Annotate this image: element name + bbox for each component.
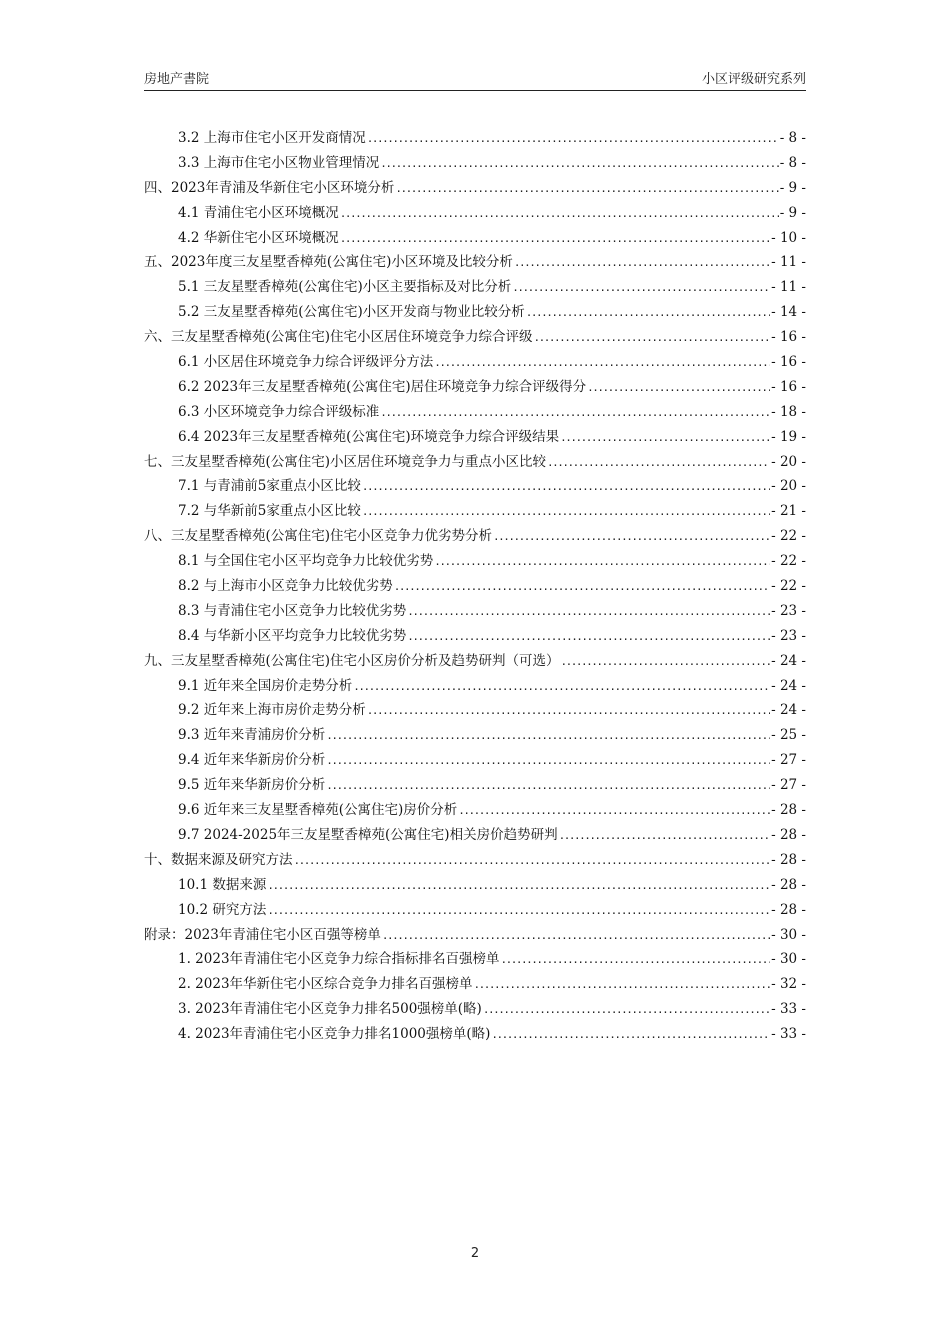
toc-dot-leader: [362, 500, 770, 525]
toc-dot-leader: [434, 550, 770, 575]
toc-entry-page: - 16 -: [771, 354, 806, 371]
toc-section-entry[interactable]: [144, 624, 806, 649]
header-series-title: 小区评级研究系列: [701, 72, 806, 87]
toc-entry-page: - 33 -: [771, 1026, 806, 1043]
toc-dot-leader: [483, 998, 770, 1023]
toc-entry-page: - 21 -: [771, 503, 806, 520]
toc-entry-title: 9.4 近年来华新房价分析: [178, 752, 326, 769]
toc-entry-page: - 18 -: [771, 403, 806, 420]
toc-dot-leader: [382, 924, 770, 949]
toc-dot-leader: [395, 177, 778, 202]
toc-dot-leader: [512, 276, 770, 301]
toc-dot-leader: [491, 1023, 770, 1048]
toc-dot-leader: [587, 376, 770, 401]
toc-dot-leader: [407, 600, 770, 625]
toc-entry-title: 9.3 近年来青浦房价分析: [178, 727, 326, 744]
toc-section-entry[interactable]: [144, 201, 806, 226]
toc-section-entry[interactable]: [144, 773, 806, 798]
toc-entry-title: 8.3 与青浦住宅小区竞争力比较优劣势: [178, 602, 407, 619]
toc-dot-leader: [560, 426, 770, 451]
toc-dot-leader: [326, 774, 770, 799]
toc-section-entry[interactable]: [144, 474, 806, 499]
toc-entry-page: - 8 -: [779, 154, 806, 171]
toc-dot-leader: [407, 625, 770, 650]
toc-chapter-entry[interactable]: [144, 450, 806, 475]
toc-entry-title: 6.4 2023年三友星墅香樟苑(公寓住宅)环境竞争力综合评级结果: [178, 428, 560, 445]
toc-entry-title: 9.2 近年来上海市房价走势分析: [178, 702, 366, 719]
toc-entry-title: 六、三友星墅香樟苑(公寓住宅)住宅小区居住环境竞争力综合评级: [144, 329, 533, 346]
toc-entry-page: - 22 -: [771, 528, 806, 545]
toc-section-entry[interactable]: [144, 375, 806, 400]
toc-entry-title: 5.2 三友星墅香樟苑(公寓住宅)小区开发商与物业比较分析: [178, 304, 525, 321]
toc-entry-title: 附录：2023年青浦住宅小区百强等榜单: [144, 926, 381, 943]
toc-entry-title: 9.5 近年来华新房价分析: [178, 777, 326, 794]
toc-section-entry[interactable]: [144, 698, 806, 723]
toc-section-entry[interactable]: [144, 873, 806, 898]
toc-section-entry[interactable]: [144, 350, 806, 375]
toc-entry-title: 8.4 与华新小区平均竞争力比较优劣势: [178, 627, 407, 644]
toc-entry-page: - 23 -: [771, 602, 806, 619]
toc-entry-title: 2. 2023年华新住宅小区综合竞争力排名百强榜单: [178, 976, 473, 993]
toc-chapter-entry[interactable]: [144, 176, 806, 201]
toc-dot-leader: [294, 849, 771, 874]
toc-dot-leader: [493, 525, 770, 550]
toc-entry-page: - 14 -: [771, 304, 806, 321]
toc-entry-page: - 30 -: [771, 951, 806, 968]
toc-entry-page: - 28 -: [771, 876, 806, 893]
toc-entry-title: 四、2023年青浦及华新住宅小区环境分析: [144, 179, 395, 196]
toc-chapter-entry[interactable]: [144, 923, 806, 948]
toc-section-entry[interactable]: [144, 499, 806, 524]
toc-section-entry[interactable]: [144, 997, 806, 1022]
toc-dot-leader: [340, 202, 779, 227]
toc-entry-title: 4.1 青浦住宅小区环境概况: [178, 204, 339, 221]
toc-section-entry[interactable]: [144, 674, 806, 699]
toc-entry-page: - 27 -: [771, 777, 806, 794]
toc-dot-leader: [547, 451, 770, 476]
toc-entry-page: - 20 -: [771, 453, 806, 470]
toc-entry-title: 3.2 上海市住宅小区开发商情况: [178, 130, 366, 146]
toc-dot-leader: [362, 475, 770, 500]
toc-dot-leader: [326, 724, 770, 749]
toc-entry-page: - 10 -: [771, 229, 806, 246]
toc-dot-leader: [340, 227, 770, 252]
toc-dot-leader: [367, 127, 779, 152]
table-of-contents: [144, 126, 806, 1047]
header-publisher: 房地产書院: [144, 72, 210, 87]
toc-entry-page: - 23 -: [771, 627, 806, 644]
toc-dot-leader: [514, 251, 770, 276]
toc-entry-page: - 22 -: [771, 578, 806, 595]
toc-entry-title: 9.7 2024-2025年三友星墅香樟苑(公寓住宅)相关房价趋势研判: [178, 826, 558, 843]
toc-entry-title: 9.6 近年来三友星墅香樟苑(公寓住宅)房价分析: [178, 802, 458, 819]
toc-entry-title: 7.1 与青浦前5家重点小区比较: [178, 478, 361, 495]
toc-entry-title: 1. 2023年青浦住宅小区竞争力综合指标排名百强榜单: [178, 951, 500, 968]
toc-chapter-entry[interactable]: [144, 325, 806, 350]
toc-entry-title: 九、三友星墅香樟苑(公寓住宅)住宅小区房价分析及趋势研判（可选）: [144, 652, 560, 669]
toc-chapter-entry[interactable]: [144, 524, 806, 549]
page-header: [144, 66, 806, 91]
toc-section-entry[interactable]: [144, 1022, 806, 1047]
toc-section-entry[interactable]: [144, 748, 806, 773]
toc-dot-leader: [458, 799, 770, 824]
toc-entry-page: - 28 -: [771, 826, 806, 843]
toc-section-entry[interactable]: [144, 823, 806, 848]
toc-dot-leader: [526, 301, 770, 326]
toc-entry-page: - 16 -: [771, 378, 806, 395]
toc-entry-title: 4.2 华新住宅小区环境概况: [178, 229, 339, 246]
toc-section-entry[interactable]: [144, 574, 806, 599]
toc-entry-page: - 28 -: [771, 901, 806, 918]
toc-entry-page: - 19 -: [771, 428, 806, 445]
toc-chapter-entry[interactable]: [144, 649, 806, 674]
toc-entry-title: 9.1 近年来全国房价走势分析: [178, 677, 353, 694]
toc-dot-leader: [434, 351, 770, 376]
toc-entry-title: 6.3 小区环境竞争力综合评级标准: [178, 403, 380, 420]
toc-entry-page: - 9 -: [779, 179, 806, 196]
toc-entry-page: - 9 -: [779, 204, 806, 221]
toc-section-entry[interactable]: [144, 972, 806, 997]
toc-entry-page: - 20 -: [771, 478, 806, 495]
toc-entry-page: - 24 -: [771, 677, 806, 694]
toc-entry-page: - 25 -: [771, 727, 806, 744]
toc-dot-leader: [267, 899, 770, 924]
toc-chapter-entry[interactable]: [144, 848, 806, 873]
toc-dot-leader: [380, 152, 778, 177]
toc-dot-leader: [380, 401, 770, 426]
toc-dot-leader: [267, 874, 770, 899]
toc-entry-title: 五、2023年度三友星墅香樟苑(公寓住宅)小区环境及比较分析: [144, 254, 513, 271]
toc-entry-title: 8.2 与上海市小区竞争力比较优劣势: [178, 578, 393, 595]
toc-dot-leader: [367, 699, 770, 724]
toc-entry-title: 八、三友星墅香樟苑(公寓住宅)住宅小区竞争力优劣势分析: [144, 528, 493, 545]
toc-entry-title: 3. 2023年青浦住宅小区竞争力排名500强榜单(略): [178, 1001, 482, 1018]
toc-section-entry[interactable]: [144, 947, 806, 972]
toc-section-entry[interactable]: [144, 798, 806, 823]
toc-entry-page: - 28 -: [771, 851, 806, 868]
toc-entry-title: 10.1 数据来源: [178, 876, 267, 893]
toc-section-entry[interactable]: [144, 400, 806, 425]
toc-entry-page: - 24 -: [771, 702, 806, 719]
toc-section-entry[interactable]: [144, 126, 806, 151]
toc-dot-leader: [534, 326, 771, 351]
toc-chapter-entry[interactable]: [144, 250, 806, 275]
page-number: 2: [470, 1246, 480, 1261]
toc-entry-page: - 28 -: [771, 802, 806, 819]
toc-section-entry[interactable]: [144, 226, 806, 251]
toc-entry-page: - 8 -: [779, 130, 806, 146]
toc-entry-title: 6.2 2023年三友星墅香樟苑(公寓住宅)居住环境竞争力综合评级得分: [178, 378, 587, 395]
toc-dot-leader: [353, 675, 770, 700]
toc-entry-title: 七、三友星墅香樟苑(公寓住宅)小区居住环境竞争力与重点小区比较: [144, 453, 547, 470]
toc-entry-page: - 24 -: [771, 652, 806, 669]
toc-entry-title: 十、数据来源及研究方法: [144, 851, 293, 868]
toc-entry-page: - 22 -: [771, 553, 806, 570]
toc-dot-leader: [474, 973, 771, 998]
toc-entry-title: 8.1 与全国住宅小区平均竞争力比较优劣势: [178, 553, 434, 570]
toc-entry-title: 4. 2023年青浦住宅小区竞争力排名1000强榜单(略): [178, 1026, 491, 1043]
toc-dot-leader: [394, 575, 770, 600]
toc-entry-page: - 11 -: [771, 279, 806, 296]
toc-entry-page: - 16 -: [771, 329, 806, 346]
toc-entry-title: 10.2 研究方法: [178, 901, 267, 918]
toc-section-entry[interactable]: [144, 275, 806, 300]
toc-entry-page: - 11 -: [771, 254, 806, 271]
toc-entry-title: 3.3 上海市住宅小区物业管理情况: [178, 154, 380, 171]
toc-dot-leader: [501, 948, 771, 973]
toc-entry-title: 5.1 三友星墅香樟苑(公寓住宅)小区主要指标及对比分析: [178, 279, 512, 296]
toc-section-entry[interactable]: [144, 549, 806, 574]
toc-section-entry[interactable]: [144, 425, 806, 450]
toc-entry-title: 7.2 与华新前5家重点小区比较: [178, 503, 361, 520]
toc-entry-page: - 30 -: [771, 926, 806, 943]
toc-entry-page: - 27 -: [771, 752, 806, 769]
toc-section-entry[interactable]: [144, 599, 806, 624]
toc-section-entry[interactable]: [144, 300, 806, 325]
toc-dot-leader: [559, 824, 771, 849]
toc-section-entry[interactable]: [144, 151, 806, 176]
toc-dot-leader: [561, 650, 771, 675]
toc-section-entry[interactable]: [144, 898, 806, 923]
toc-entry-page: - 33 -: [771, 1001, 806, 1018]
toc-entry-page: - 32 -: [771, 976, 806, 993]
toc-dot-leader: [326, 749, 770, 774]
toc-section-entry[interactable]: [144, 723, 806, 748]
toc-entry-title: 6.1 小区居住环境竞争力综合评级评分方法: [178, 354, 434, 371]
